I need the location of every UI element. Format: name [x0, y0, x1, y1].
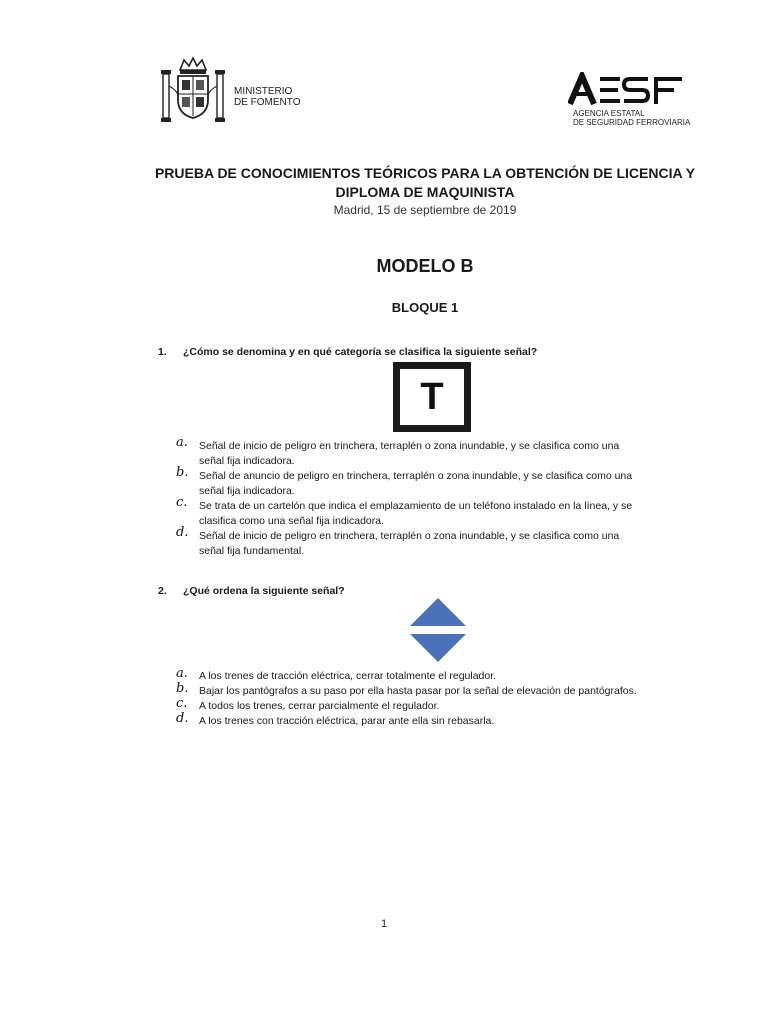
option-2b-letter: b. [176, 681, 189, 696]
option-2b: Bajar los pantógrafos a su paso por ella hasta pasar por la señal de elevación de pantógrafos. [199, 685, 637, 697]
exam-block: BLOQUE 1 [391, 300, 459, 315]
option-1d [199, 529, 719, 558]
question-1-text: ¿Cómo se denomina y en qué categoría se clasifica la siguiente señal? [183, 346, 538, 358]
option-1b-letter: b. [176, 465, 189, 480]
option-1a-letter: a. [176, 435, 188, 450]
coat-of-arms-icon [160, 56, 226, 124]
aesf-logo-icon [568, 72, 684, 106]
ministry-line-1: MINISTERIO [234, 86, 293, 97]
exam-title-line-2: DIPLOMA DE MAQUINISTA [335, 184, 515, 200]
exam-model: MODELO B [376, 256, 474, 276]
option-1b [199, 469, 719, 498]
agency-line-2: DE SEGURIDAD FERROVIARIA [573, 118, 691, 127]
option-1d-line-2: señal fija fundamental. [199, 544, 305, 557]
exam-date-location: Madrid, 15 de septiembre de 2019 [333, 203, 517, 217]
question-1-number: 1. [158, 346, 167, 358]
t-signal-letter: T [420, 375, 444, 418]
option-1a-line-2: señal fija indicadora. [199, 454, 295, 467]
option-1a [199, 439, 719, 468]
option-2c-letter: c. [176, 696, 188, 711]
exam-title-line-1: PRUEBA DE CONOCIMIENTOS TEÓRICOS PARA LA OBTENCIÓN DE LICENCIA Y [154, 165, 696, 181]
question-2-text: ¿Qué ordena la siguiente señal? [183, 585, 345, 597]
t-signal-sign [393, 362, 471, 432]
ministry-line-2: DE FOMENTO [234, 97, 301, 108]
option-1d-letter: d. [176, 525, 189, 540]
option-1d-line-1: Señal de inicio de peligro en trinchera, terraplén o zona inundable, y se clasifica como una [199, 530, 620, 542]
option-2a-letter: a. [176, 666, 188, 681]
option-1c [199, 499, 719, 528]
option-1c-line-1: Se trata de un cartelón que indica el emplazamiento de un teléfono instalado en la línea, y se [199, 500, 633, 512]
option-1c-letter: c. [176, 495, 188, 510]
option-2a: A los trenes de tracción eléctrica, cerrar totalmente el regulador. [199, 670, 497, 682]
option-1c-line-2: clasifica como una señal fija indicadora. [199, 514, 385, 527]
ministry-name [234, 86, 300, 108]
option-2d: A los trenes con tracción eléctrica, parar ante ella sin rebasarla. [199, 715, 495, 727]
question-2-number: 2. [158, 585, 167, 597]
option-2d-letter: d. [176, 711, 189, 726]
page-number: 1 [380, 918, 388, 930]
option-1b-line-1: Señal de anuncio de peligro en trinchera, terraplén o zona inundable, y se clasifica como una [199, 470, 633, 482]
exam-title [140, 164, 710, 202]
option-2c: A todos los trenes, cerrar parcialmente el regulador. [199, 700, 440, 712]
option-1a-line-1: Señal de inicio de peligro en trinchera, terraplén o zona inundable, y se clasifica como una [199, 440, 620, 452]
option-1b-line-2: señal fija indicadora. [199, 484, 295, 497]
agency-line-1: AGENCIA ESTATAL [573, 109, 645, 118]
lower-pantograph-signal-sign [410, 598, 466, 664]
agency-name [573, 109, 690, 127]
